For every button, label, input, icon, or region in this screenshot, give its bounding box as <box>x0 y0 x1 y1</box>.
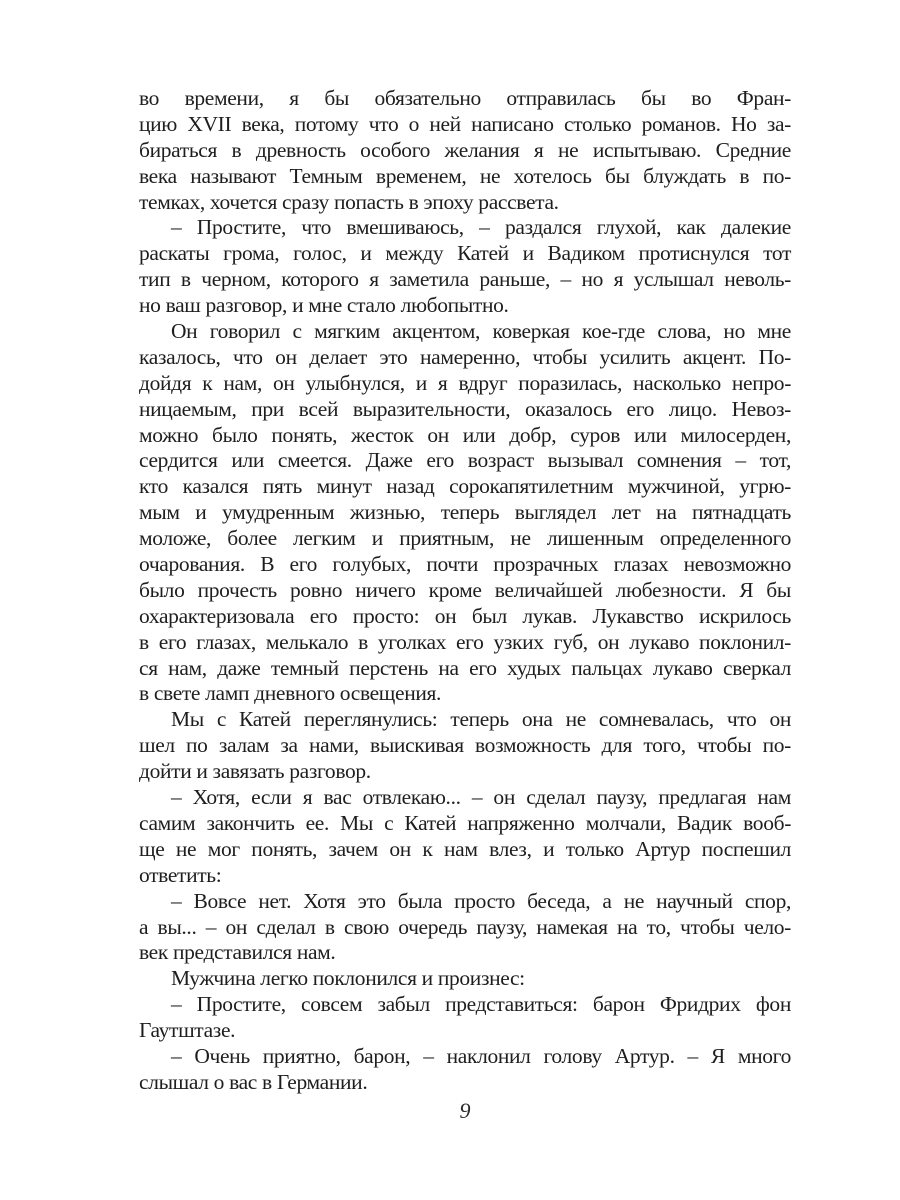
text-line: самим закончить ее. Мы с Катей напряженно молчали, Вадик вооб- <box>139 810 791 835</box>
text-line: ответить: <box>139 862 222 887</box>
text-line: цию XVII века, потому что о ней написано столько романов. Но за- <box>139 111 791 136</box>
paragraph <box>139 966 791 992</box>
page-number: 9 <box>459 1098 471 1123</box>
paragraph <box>139 992 791 1044</box>
text-line: мым и умудренным жизнью, теперь выглядел лет на пятнадцать <box>139 500 791 525</box>
paragraph <box>139 215 791 319</box>
text-line: а вы... – он сделал в свою очередь паузу, намекая на то, чтобы чело- <box>139 914 791 939</box>
paragraph <box>139 707 791 785</box>
text-line: век представился нам. <box>139 940 336 965</box>
text-line: в его глазах, мелькало в уголках его узких губ, он лукаво поклонил- <box>139 629 791 654</box>
paragraph <box>139 889 791 967</box>
text-line: ся нам, даже темный перстень на его худых пальцах лукаво сверкал <box>139 655 791 680</box>
text-line: Мужчина легко поклонился и произнес: <box>171 966 525 991</box>
text-line: раскаты грома, голос, и между Катей и Вадиком протиснулся тот <box>139 241 791 266</box>
text-line: шел по залам за нами, выискивая возможность для того, чтобы по- <box>139 733 791 758</box>
text-line: дойти и завязать разговор. <box>139 759 371 784</box>
text-line: бираться в древность особого желания я не испытываю. Средние <box>139 137 791 162</box>
text-line: темках, хочется сразу попасть в эпоху рассвета. <box>139 189 559 214</box>
text-line: – Простите, что вмешиваюсь, – раздался глухой, как далекие <box>171 215 791 240</box>
text-line: ницаемым, при всей выразительности, оказалось его лицо. Невоз- <box>139 396 791 421</box>
text-line: но ваш разговор, и мне стало любопытно. <box>139 293 509 318</box>
paragraph <box>139 86 791 215</box>
book-page-text <box>139 86 791 1096</box>
paragraph <box>139 319 791 707</box>
text-line: Мы с Катей переглянулись: теперь она не сомневалась, что он <box>171 707 791 732</box>
text-line: было прочесть ровно ничего кроме величайшей любезности. Я бы <box>139 577 791 602</box>
text-line: слышал о вас в Германии. <box>139 1069 368 1094</box>
text-line: в свете ламп дневного освещения. <box>139 681 442 706</box>
paragraph <box>139 1044 791 1096</box>
text-line: – Хотя, если я вас отвлекаю... – он сделал паузу, предлагая нам <box>171 785 791 810</box>
text-line: можно было понять, жесток он или добр, суров или милосерден, <box>139 422 791 447</box>
text-line: Гаутштазе. <box>139 1018 236 1043</box>
text-line: – Вовсе нет. Хотя это была просто беседа, а не научный спор, <box>171 888 791 913</box>
text-line: во времени, я бы обязательно отправилась бы во Фран- <box>139 86 791 110</box>
text-line: моложе, более легким и приятным, не лишенным определенного <box>139 526 791 551</box>
text-line: Он говорил с мягким акцентом, коверкая кое-где слова, но мне <box>171 319 791 344</box>
text-line: казалось, что он делает это намеренно, чтобы усилить акцент. По- <box>139 344 791 369</box>
text-line: дойдя к нам, он улыбнулся, и я вдруг поразилась, насколько непро- <box>139 370 791 395</box>
text-line: охарактеризовала его просто: он был лукав. Лукавство искрилось <box>139 603 791 628</box>
text-line: века называют Темным временем, не хотелось бы блуждать в по- <box>139 163 791 188</box>
text-line: кто казался пять минут назад сорокапятилетним мужчиной, угрю- <box>139 474 791 499</box>
text-line: сердится или смеется. Даже его возраст вызывал сомнения – тот, <box>139 448 791 473</box>
text-line: – Очень приятно, барон, – наклонил голову Артур. – Я много <box>171 1043 791 1068</box>
text-line: ще не мог понять, зачем он к нам влез, и только Артур поспешил <box>139 836 791 861</box>
paragraph <box>139 785 791 889</box>
text-line: очарования. В его голубых, почти прозрачных глазах невозможно <box>139 552 791 577</box>
text-line: тип в черном, которого я заметила раньше, – но я услышал неволь- <box>139 267 791 292</box>
text-line: – Простите, совсем забыл представиться: барон Фридрих фон <box>171 992 791 1017</box>
